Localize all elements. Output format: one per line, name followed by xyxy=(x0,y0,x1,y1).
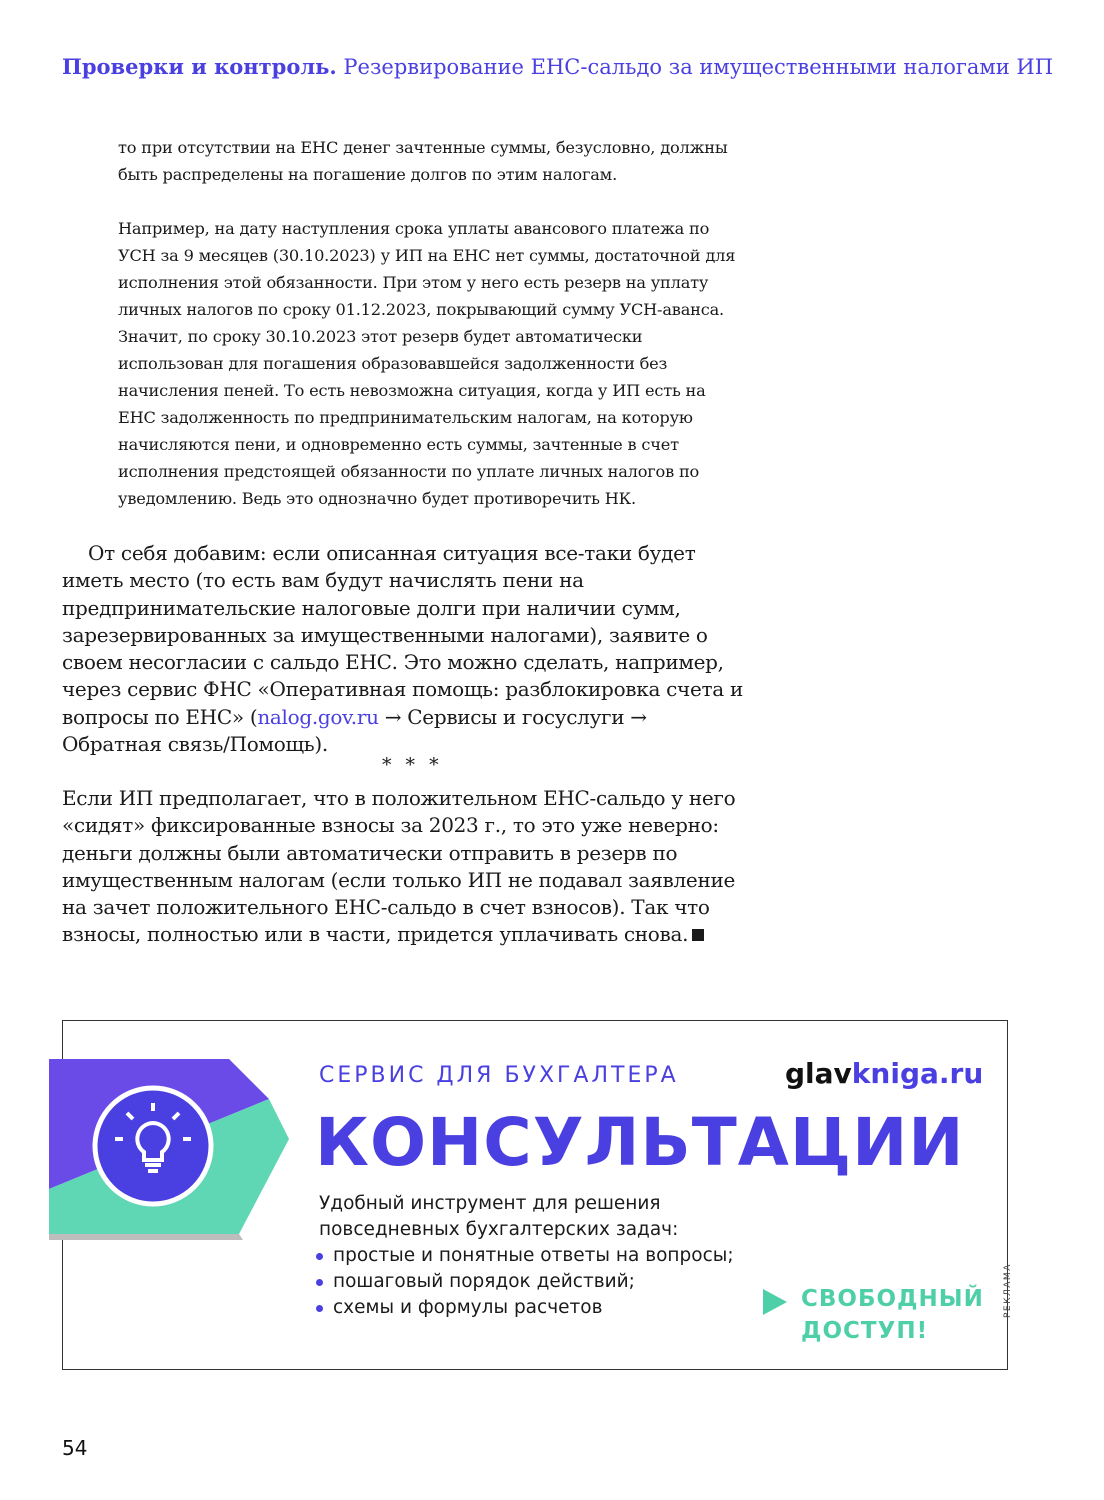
lightbulb-icon xyxy=(95,1088,211,1204)
body-paragraph-2 xyxy=(62,785,744,949)
quoted-text-block xyxy=(118,134,743,512)
advertisement-banner[interactable] xyxy=(62,1020,1008,1370)
ad-title: КОНСУЛЬТАЦИИ xyxy=(315,1104,965,1181)
body-text: Если ИП предполагает, что в положительном ЕНС-сальдо у него «сидят» фиксированные взносы за 2023 г., то это уже неверно: деньги должны были автоматически отправить в резерв по имущественным налогам (если только ИП не подавал заявление на зачет положительного ЕНС-сальдо в счет взносов). Так что взносы, полностью или в части, придется уплачивать снова. xyxy=(62,786,736,947)
body-text: → Сервисы и госуслуги → Обратная связь/Помощь). xyxy=(62,704,647,757)
quote-paragraph: Например, на дату наступления срока уплаты авансового платежа по УСН за 9 месяцев (30.10.2023) у ИП на ЕНС нет суммы, достаточной для исполнения этой обязанности. При этом у него есть резерв на уплату личных налогов по сроку 01.12.2023, покрывающий сумму УСН-аванса. Значит, по сроку 30.10.2023 этот резерв будет автоматически использован для погашения образовавшейся задолженности без начисления пеней. То есть невозможна ситуация, когда у ИП есть на ЕНС задолженность по предпринимательским налогам, на которую начисляются пени, и одновременно есть суммы, зачтенные в счет исполнения предстоящей обязанности по уплате личных налогов по уведомлению. Ведь это однозначно будет противоречить НК. xyxy=(118,219,736,508)
ad-site-part1: glav xyxy=(785,1057,852,1090)
header-section: Проверки и контроль. xyxy=(62,54,337,79)
nalog-link[interactable]: nalog.gov.ru xyxy=(257,704,379,729)
advertisement-label: РЕКЛАМА xyxy=(1003,1263,1013,1318)
ad-bullet: схемы и формулы расчетов xyxy=(319,1295,739,1321)
body-text: От себя добавим: если описанная ситуация все-таки будет иметь место (то есть вам будут начислять пени на предпринимательские налоговые долги при наличии сумм, зарезервированных за имущественными налогами), заявите о своем несогласии с сальдо ЕНС. Это можно сделать, например, через сервис ФНС «Оперативная помощь: разблокировка счета и вопросы по ЕНС» ( xyxy=(62,541,743,729)
end-of-article-mark xyxy=(692,929,704,941)
ad-site-link[interactable] xyxy=(785,1057,983,1090)
header-title: Резервирование ЕНС-сальдо за имущественными налогами ИП xyxy=(343,55,1054,79)
ad-description xyxy=(319,1191,739,1321)
play-arrow-icon xyxy=(763,1289,787,1315)
ad-description-text: Удобный инструмент для решения повседневных бухгалтерских задач: xyxy=(319,1193,679,1240)
quote-paragraph: то при отсутствии на ЕНС денег зачтенные суммы, безусловно, должны быть распределены на погашение долгов по этим налогам. xyxy=(118,138,728,184)
ad-kicker: СЕРВИС ДЛЯ БУХГАЛТЕРА xyxy=(319,1063,679,1088)
page-number: 54 xyxy=(62,1436,88,1460)
section-separator: * * * xyxy=(382,754,443,776)
running-header xyxy=(62,52,1054,82)
ad-bullet: пошаговый порядок действий; xyxy=(319,1269,739,1295)
ad-site-part2: kniga.ru xyxy=(851,1057,984,1090)
ad-bullet-list xyxy=(319,1243,739,1321)
ad-cta[interactable] xyxy=(763,1283,984,1347)
ad-cta-line2: ДОСТУП! xyxy=(801,1318,929,1344)
ad-graphic xyxy=(49,1059,309,1259)
ad-bullet: простые и понятные ответы на вопросы; xyxy=(319,1243,739,1269)
body-paragraph-1 xyxy=(62,540,744,758)
ad-cta-line1: СВОБОДНЫЙ xyxy=(801,1286,984,1312)
